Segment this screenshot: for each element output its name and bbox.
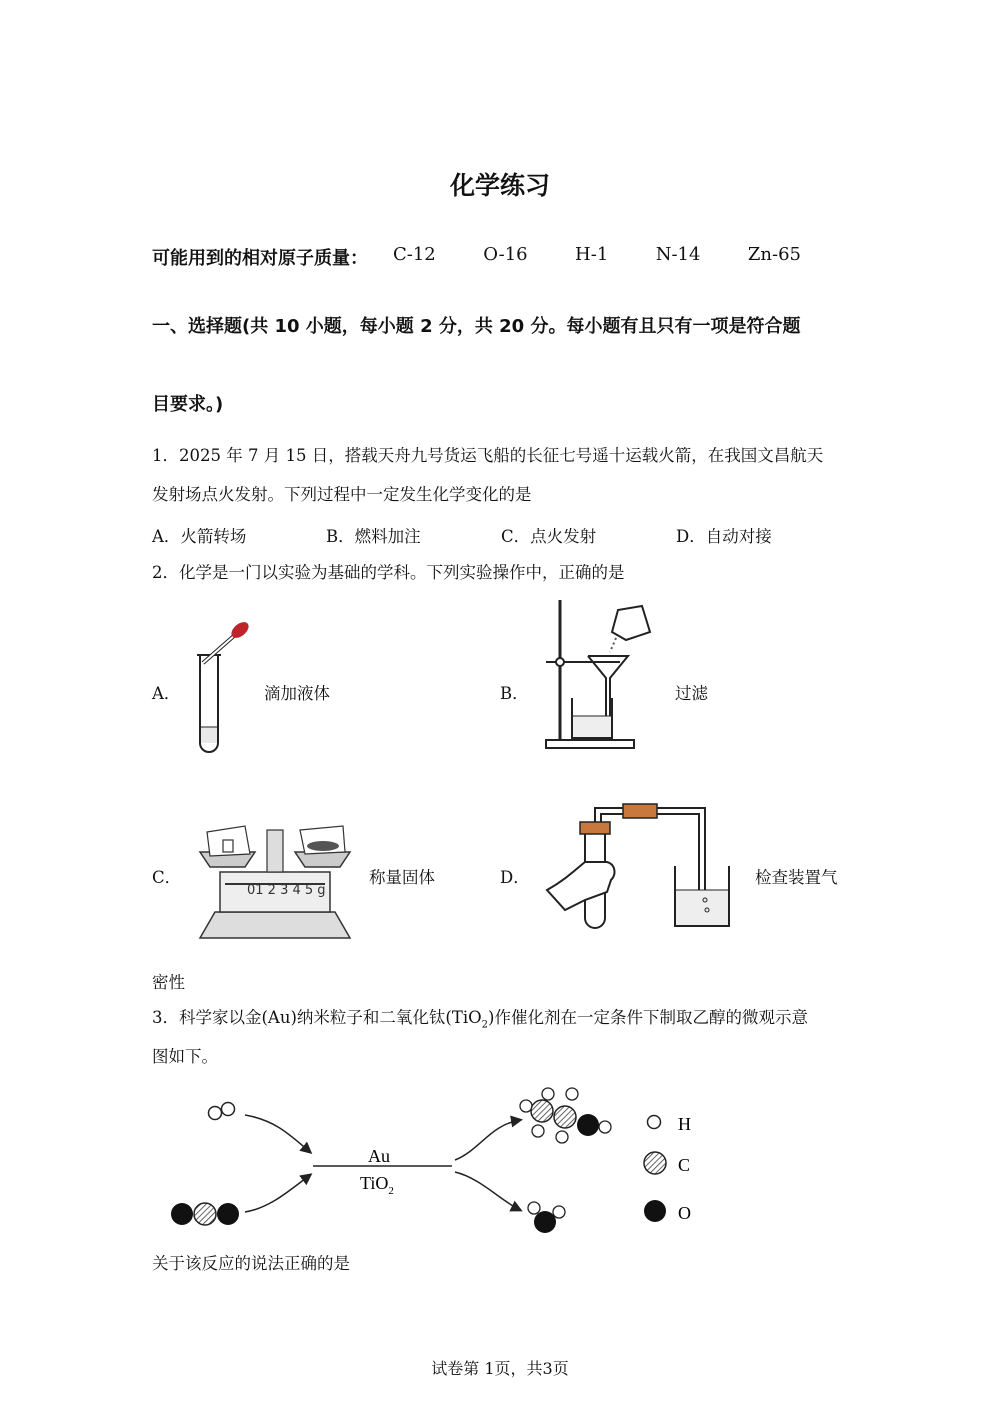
legend-h-label: H [678, 1114, 691, 1134]
catalyst-tio2-label: TiO$_2$ [360, 1173, 394, 1197]
legend-o-label: O [678, 1203, 691, 1223]
co2-molecule [171, 1203, 239, 1225]
airtightness-check-figure [545, 800, 735, 930]
reaction-diagram [160, 1080, 720, 1240]
atomic-mass-label: 可能用到的相对原子质量： [152, 248, 368, 269]
q3-stem-line1: 3．科学家以金(Au)纳米粒子和二氧化钛(TiO$_2$)作催化剂在一定条件下制取乙醇的微观示意 [152, 1008, 808, 1031]
q2-option-a-caption: 滴加液体 [264, 684, 330, 703]
q1-stem-line2: 发射场点火发射。下列过程中一定发生化学变化的是 [152, 485, 532, 504]
q1-option-c: C．点火发射 [501, 527, 597, 546]
q1-stem-line1: 1．2025 年 7 月 15 日，搭载天舟九号货运飞船的长征七号遥十运载火箭，在我国文昌航天 [152, 446, 824, 465]
legend-h-icon [648, 1116, 661, 1129]
dropper-test-tube-figure [185, 615, 265, 755]
q2-option-c-caption: 称量固体 [369, 868, 435, 887]
balance-scale-markings: 01 2 3 4 5 g [247, 883, 326, 898]
legend-c-icon [644, 1152, 666, 1174]
q2-option-d-caption-cont: 密性 [152, 973, 185, 992]
section-heading-line1: 一、选择题(共 10 小题，每小题 2 分，共 20 分。每小题有且只有一项是符合题 [152, 316, 801, 337]
q3-stem-line2: 图如下。 [152, 1047, 218, 1066]
filtration-apparatus-figure [540, 598, 670, 756]
q2-option-d-caption: 检查装置气 [755, 868, 838, 887]
q2-option-a-letter: A． [152, 684, 181, 703]
page-title: 化学练习 [449, 171, 550, 200]
q2-stem: 2．化学是一门以实验为基础的学科。下列实验操作中，正确的是 [152, 563, 625, 582]
legend-o-icon [644, 1200, 666, 1222]
q2-option-d-letter: D． [500, 868, 530, 887]
q2-option-b-caption: 过滤 [675, 684, 708, 703]
page-footer: 试卷第 1页，共3页 [431, 1359, 569, 1378]
balance-scale-figure [195, 822, 355, 940]
atomic-mass-values: C-12 O-16 H-1 N-14 Zn-65 [393, 244, 801, 265]
section-heading-line2: 目要求。) [152, 394, 224, 415]
catalyst-au-label: Au [368, 1146, 390, 1166]
q1-option-a: A．火箭转场 [152, 527, 247, 546]
q3-follow-up: 关于该反应的说法正确的是 [152, 1254, 350, 1273]
q1-option-d: D．自动对接 [676, 527, 772, 546]
q1-option-b: B．燃料加注 [326, 527, 421, 546]
q2-option-b-letter: B． [500, 684, 529, 703]
q2-option-c-letter: C． [152, 868, 182, 887]
legend-c-label: C [678, 1155, 691, 1175]
h2-molecule [209, 1103, 235, 1120]
ethanol-molecule [520, 1088, 611, 1143]
water-molecule [528, 1202, 565, 1233]
